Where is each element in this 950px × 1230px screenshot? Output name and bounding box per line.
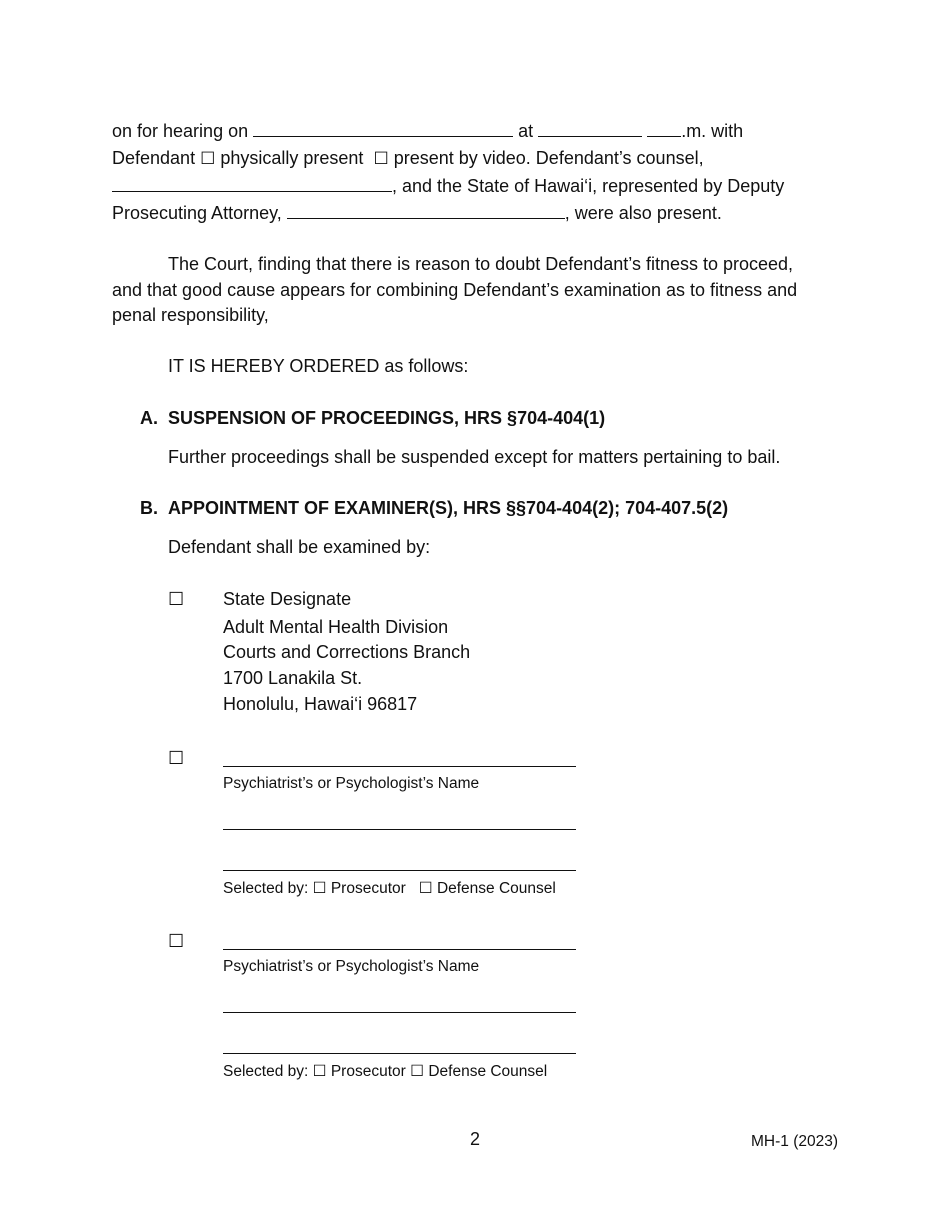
- state-designate-address: Adult Mental Health Division: [223, 617, 449, 637]
- hearing-text: , and the State of Hawai‘i, represented by Deputy: [392, 176, 785, 196]
- section-b-heading: APPOINTMENT OF EXAMINER(S), HRS §§704-404(2); 704-407.5(2): [168, 498, 729, 518]
- selected-by-label: Selected by:: [223, 1063, 309, 1080]
- finding-line: The Court, finding that there is reason to doubt Defendant’s fitness to proceed,: [168, 254, 794, 274]
- state-designate-name: State Designate: [223, 589, 352, 609]
- defense-counsel-label: Defense Counsel: [428, 1063, 548, 1080]
- examiner-2-selected-by: [223, 1061, 547, 1083]
- hearing-text: physically present: [220, 148, 364, 168]
- state-designate-address: 1700 Lanakila St.: [223, 668, 363, 688]
- examiner-2-address-line[interactable]: [223, 1012, 576, 1013]
- hearing-text: on for hearing on: [112, 121, 249, 141]
- form-id: MH-1 (2023): [751, 1133, 838, 1150]
- section-a-letter: A.: [140, 408, 158, 428]
- defense-counsel-checkbox[interactable]: ☐: [418, 880, 433, 897]
- section-b-letter: B.: [140, 498, 158, 518]
- hearing-line-2: [112, 147, 704, 170]
- prosecutor-checkbox[interactable]: ☐: [312, 880, 327, 897]
- hearing-text: at: [518, 121, 534, 141]
- defense-counsel-checkbox[interactable]: ☐: [410, 1063, 425, 1080]
- section-a-body: Further proceedings shall be suspended except for matters pertaining to bail.: [168, 447, 781, 467]
- examiner-2-checkbox[interactable]: ☐: [168, 931, 185, 951]
- examiner-1-checkbox[interactable]: ☐: [168, 748, 185, 768]
- examiner-1-address-line[interactable]: [223, 870, 576, 871]
- selected-by-label: Selected by:: [223, 880, 309, 897]
- hearing-line-1: [112, 120, 743, 142]
- prosecutor-label: Prosecutor: [330, 1063, 406, 1080]
- state-designate-checkbox[interactable]: ☐: [168, 589, 185, 609]
- hearing-date-blank[interactable]: [253, 121, 513, 137]
- defense-counsel-blank[interactable]: [112, 176, 392, 192]
- examiner-2-address-line[interactable]: [223, 1053, 576, 1054]
- hearing-text: .m. with: [681, 121, 744, 141]
- present-by-video-checkbox[interactable]: ☐: [373, 149, 389, 168]
- state-designate-address: Honolulu, Hawai‘i 96817: [223, 694, 418, 714]
- hearing-ampm-blank[interactable]: [647, 121, 681, 137]
- defense-counsel-label: Defense Counsel: [436, 880, 556, 897]
- hearing-text: present by video. Defendant’s counsel,: [393, 148, 704, 168]
- page-number: 2: [469, 1129, 480, 1149]
- examiner-2-name-label: Psychiatrist’s or Psychologist’s Name: [223, 958, 480, 975]
- hearing-time-blank[interactable]: [538, 121, 642, 137]
- examiner-1-name-line[interactable]: [223, 766, 576, 767]
- hearing-text: , were also present.: [564, 203, 722, 223]
- examiner-1-selected-by: [223, 878, 556, 900]
- hearing-line-4: [112, 202, 722, 224]
- finding-line: and that good cause appears for combining Defendant’s examination as to fitness and: [112, 280, 798, 300]
- hearing-line-3: [112, 175, 784, 197]
- hearing-text: Prosecuting Attorney,: [112, 203, 282, 223]
- examiner-1-name-label: Psychiatrist’s or Psychologist’s Name: [223, 775, 480, 792]
- prosecutor-label: Prosecutor: [330, 880, 406, 897]
- hearing-text: Defendant: [112, 148, 196, 168]
- prosecutor-checkbox[interactable]: ☐: [312, 1063, 327, 1080]
- state-designate-address: Courts and Corrections Branch: [223, 642, 471, 662]
- section-b-body: Defendant shall be examined by:: [168, 537, 431, 557]
- ordered-statement: IT IS HEREBY ORDERED as follows:: [168, 356, 469, 376]
- finding-line: penal responsibility,: [112, 305, 269, 325]
- physically-present-checkbox[interactable]: ☐: [200, 149, 216, 168]
- deputy-prosecutor-blank[interactable]: [287, 203, 565, 219]
- examiner-2-name-line[interactable]: [223, 949, 576, 950]
- section-a-heading: SUSPENSION OF PROCEEDINGS, HRS §704-404(1): [168, 408, 606, 428]
- examiner-1-address-line[interactable]: [223, 829, 576, 830]
